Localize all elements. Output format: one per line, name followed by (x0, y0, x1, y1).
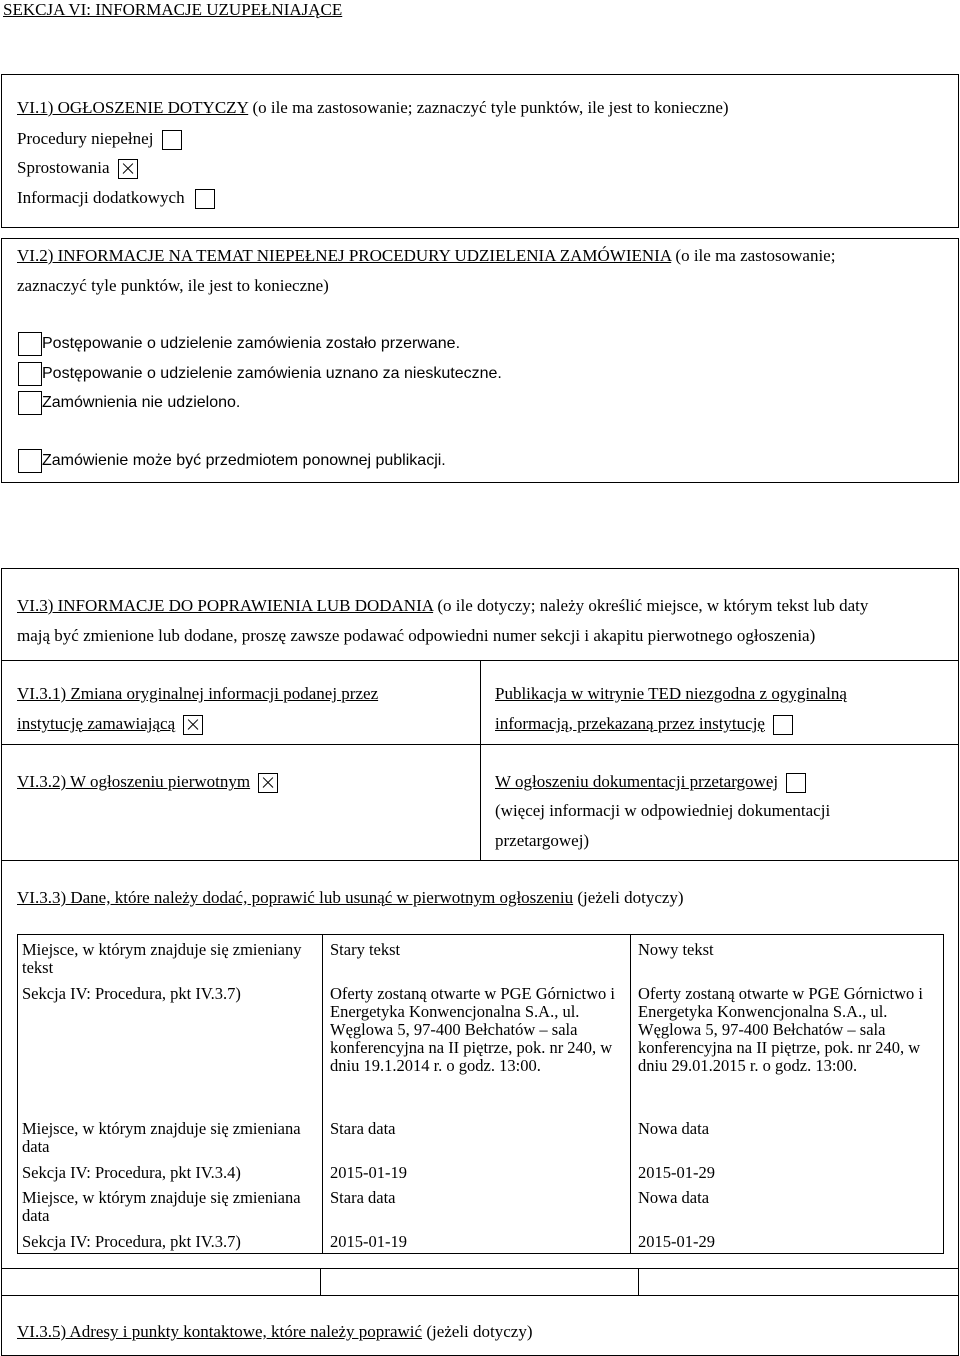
vi32-label: VI.3.2) W ogłoszeniu pierwotnym (17, 772, 251, 791)
vi35-heading-line (17, 1318, 533, 1346)
checkbox-ponowna-publikacja[interactable] (18, 449, 42, 473)
vi3-note-1: (o ile dotyczy; należy określić miejsce, w którym tekst lub daty (437, 596, 869, 615)
vi35-note: (jeżeli dotyczy) (426, 1322, 533, 1341)
vi2-option-4 (18, 447, 446, 475)
vi2-option-1-label: Postępowanie o udzielenie zamówienia zostało przerwane. (42, 335, 461, 352)
vi1-heading-line (17, 94, 729, 122)
table-r1-c3: Nowy tekst (638, 940, 714, 959)
table-col-divider-1 (322, 934, 323, 1254)
table-r5-c3: Nowa data (638, 1188, 710, 1207)
vi2-heading: VI.2) INFORMACJE NA TEMAT NIEPEŁNEJ PROCEDURY UDZIELENIA ZAMÓWIENIA (17, 246, 672, 265)
table-r6-c3: 2015-01-29 (638, 1232, 715, 1251)
vi2-option-3 (18, 389, 240, 417)
doc-note-2: przetargowej) (495, 831, 590, 850)
table-r5-c2: Stara data (330, 1188, 396, 1207)
ted-line-1: Publikacja w witrynie TED niezgodna z ogyginalną (495, 684, 847, 703)
ted-line-2-row (495, 710, 793, 738)
vi32-bottom-line (1, 860, 959, 861)
checkbox-dokumentacja[interactable] (786, 773, 806, 793)
table-r4-c1: Sekcja IV: Procedura, pkt IV.3.4) (22, 1163, 241, 1182)
checkbox-zmiana-oryginalnej[interactable] (183, 715, 203, 735)
vi31-line-1: VI.3.1) Zmiana oryginalnej informacji podanej przez (17, 684, 379, 703)
empty-row-box (1, 1268, 959, 1296)
table-r3-c1: Miejsce, w którym znajduje się zmieniana data (22, 1119, 301, 1156)
checkbox-nieskuteczne[interactable] (18, 362, 42, 386)
vi32-row (17, 768, 278, 796)
table-r2-c3: Oferty zostaną otwarte w PGE Górnictwo i Energetyka Konwencjonalna S.A., ul. Węglowa 5, 97-400 Bełchatów – sala konferencyjna na II piętrze, pok. nr 240, w dniu 29.01.2015 r. o godz. 13:00. (638, 984, 924, 1075)
checkbox-ogloszenie-pierwotne[interactable] (258, 773, 278, 793)
vi31-line-2: instytucję zamawiającą (17, 714, 176, 733)
table-r6-c2: 2015-01-19 (330, 1232, 407, 1251)
ted-line-2: informacją, przekazaną przez instytucję (495, 714, 765, 733)
table-r2-c1: Sekcja IV: Procedura, pkt IV.3.7) (22, 984, 241, 1003)
vi1-option-3 (17, 184, 215, 212)
vi2-note-2: zaznaczyć tyle punktów, ile jest to konieczne) (17, 276, 329, 295)
checkbox-ted[interactable] (773, 715, 793, 735)
vi33-note: (jeżeli dotyczy) (577, 888, 684, 907)
vi33-heading-line (17, 884, 684, 912)
vi2-heading-line (17, 242, 835, 270)
vi1-option-1 (17, 125, 182, 153)
vi3-note-2: mają być zmienione lub dodane, proszę zawsze podawać odpowiedni numer sekcji i akapitu pierwotnego ogłoszenia) (17, 626, 816, 645)
vi1-option-3-label: Informacji dodatkowych (17, 188, 185, 207)
table-r3-c3: Nowa data (638, 1119, 710, 1138)
checkbox-sprostowania[interactable] (118, 159, 138, 179)
vi1-option-2 (17, 154, 138, 182)
section-title: SEKCJA VI: INFORMACJE UZUPEŁNIAJĄCE (3, 0, 343, 19)
vi2-option-2-label: Postępowanie o udzielenie zamówienia uznano za nieskuteczne. (42, 365, 502, 382)
table-r6-c1: Sekcja IV: Procedura, pkt IV.3.7) (22, 1232, 241, 1251)
empty-row-divider-1 (320, 1268, 321, 1296)
checkbox-nie-udzielono[interactable] (18, 391, 42, 415)
vi1-option-2-label: Sprostowania (17, 158, 110, 177)
checkbox-informacji-dodatkowych[interactable] (195, 189, 215, 209)
vi1-note: (o ile ma zastosowanie; zaznaczyć tyle punktów, ile jest to konieczne) (252, 98, 729, 117)
table-r3-c2: Stara data (330, 1119, 396, 1138)
vi2-option-2 (18, 360, 502, 388)
table-r1-c2: Stary tekst (330, 940, 401, 959)
vi35-heading: VI.3.5) Adresy i punkty kontaktowe, które należy poprawić (17, 1322, 423, 1341)
vi2-note-1: (o ile ma zastosowanie; (675, 246, 836, 265)
vi3-heading-line (17, 592, 868, 620)
vi1-heading: VI.1) OGŁOSZENIE DOTYCZY (17, 98, 249, 117)
vi31-divider (480, 660, 481, 860)
checkbox-procedury-niepelnej[interactable] (162, 130, 182, 150)
vi3-heading: VI.3) INFORMACJE DO POPRAWIENIA LUB DODANIA (17, 596, 434, 615)
table-r1-c1: Miejsce, w którym znajduje się zmieniany tekst (22, 940, 302, 977)
table-r5-c1: Miejsce, w którym znajduje się zmieniana data (22, 1188, 301, 1225)
table-r4-c2: 2015-01-19 (330, 1163, 407, 1182)
vi33-heading: VI.3.3) Dane, które należy dodać, poprawić lub usunąć w pierwotnym ogłoszeniu (17, 888, 574, 907)
vi1-option-1-label: Procedury niepełnej (17, 129, 154, 148)
vi2-option-1 (18, 330, 460, 358)
vi2-option-3-label: Zamównienia nie udzielono. (42, 394, 241, 411)
checkbox-przerwane[interactable] (18, 332, 42, 356)
doc-row (495, 768, 806, 796)
doc-label: W ogłoszeniu dokumentacji przetargowej (495, 772, 779, 791)
doc-note-1: (więcej informacji w odpowiedniej dokumentacji (495, 801, 831, 820)
table-col-divider-2 (630, 934, 631, 1254)
table-r4-c3: 2015-01-29 (638, 1163, 715, 1182)
table-r2-c2: Oferty zostaną otwarte w PGE Górnictwo i Energetyka Konwencjonalna S.A., ul. Węglowa 5, 97-400 Bełchatów – sala konferencyjna na II piętrze, pok. nr 240, w dniu 19.1.2014 r. o godz. 13:00. (330, 984, 616, 1075)
empty-row-divider-2 (638, 1268, 639, 1296)
vi2-option-4-label: Zamówienie może być przedmiotem ponownej publikacji. (42, 452, 446, 469)
vi31-line-2-row (17, 710, 203, 738)
